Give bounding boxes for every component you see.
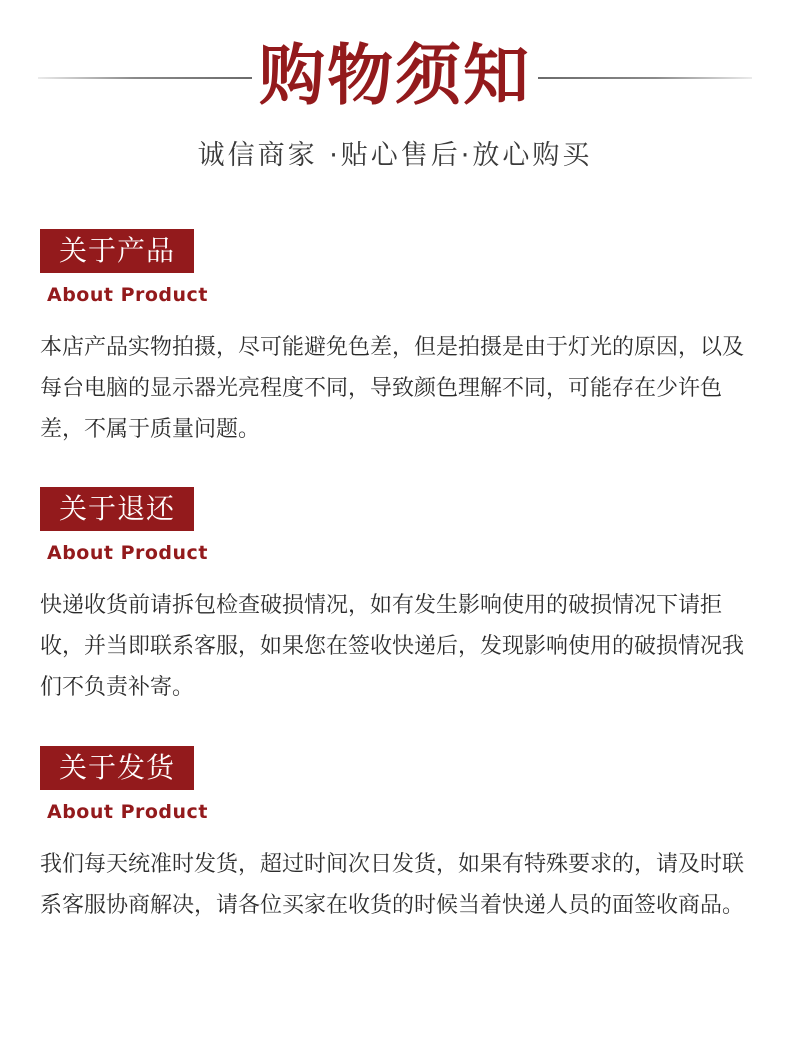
section-tag: 关于退还	[40, 487, 194, 531]
section-body-text: 快递收货前请拆包检查破损情况，如有发生影响使用的破损情况下请拒收，并当即联系客服，如果您在签收快递后，发现影响使用的破损情况我们不负责补寄。	[40, 593, 745, 700]
section-tag-english: About Product	[47, 542, 208, 564]
page-title: 购物须知	[259, 37, 531, 114]
section-tag-english: About Product	[47, 284, 208, 306]
section-about-returns	[40, 487, 760, 708]
title-divider-right	[538, 77, 752, 79]
section-body-text: 本店产品实物拍摄，尽可能避免色差，但是拍摄是由于灯光的原因，以及每台电脑的显示器光亮程度不同，导致颜色理解不同，可能存在少许色差，不属于质量问题。	[40, 335, 745, 442]
page-header	[0, 0, 790, 171]
section-about-product	[40, 229, 760, 450]
section-tag: 关于产品	[40, 229, 194, 273]
title-divider-left	[38, 77, 252, 79]
section-tag-english: About Product	[47, 801, 208, 823]
section-about-shipping	[40, 746, 760, 926]
section-tag: 关于发货	[40, 746, 194, 790]
page-subtitle: 诚信商家 ·贴心售后·放心购买	[197, 140, 593, 171]
section-body-text: 我们每天统准时发货，超过时间次日发货，如果有特殊要求的，请及时联系客服协商解决，请各位买家在收货的时候当着快递人员的面签收商品。	[40, 852, 745, 918]
